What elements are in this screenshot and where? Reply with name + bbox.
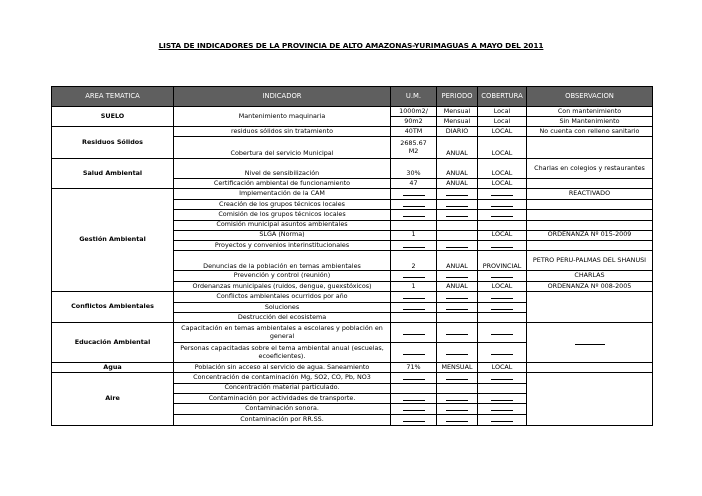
table-row: [52, 373, 653, 384]
dash-line: [575, 338, 605, 345]
dash-line: [491, 348, 513, 355]
dash-line: [446, 292, 468, 299]
area-conflictos: Conflictos Ambientales: [52, 291, 174, 322]
um-cell: 1: [391, 281, 437, 291]
cobertura-cell: Local: [478, 117, 527, 127]
cobertura-cell: LOCAL: [478, 281, 527, 291]
um-cell: [391, 220, 437, 230]
dash-line: [446, 415, 468, 422]
observacion-cell: Charlas en colegios y restaurantes: [527, 159, 653, 179]
periodo-cell: [437, 291, 478, 302]
indicator-cell: Mantenimiento maquinaria: [174, 107, 391, 127]
um-cell: [391, 137, 437, 159]
um-cell: [391, 302, 437, 313]
um-cell: 30%: [391, 159, 437, 179]
periodo-cell: [437, 220, 478, 230]
indicators-table: [51, 86, 653, 426]
periodo-cell: [437, 240, 478, 251]
um-cell: 1: [391, 230, 437, 240]
dash-line: [446, 303, 468, 310]
um-cell: 90m2: [391, 117, 437, 127]
area-aire: Aire: [52, 373, 174, 425]
cobertura-cell: [478, 210, 527, 221]
dash-line: [491, 271, 513, 278]
observacion-cell: [527, 220, 653, 230]
cobertura-cell: [478, 393, 527, 404]
dash-line: [491, 292, 513, 299]
periodo-cell: MENSUAL: [437, 363, 478, 373]
dash-line: [446, 271, 468, 278]
dash-line: [446, 241, 468, 248]
periodo-cell: Mensual: [437, 107, 478, 117]
table-row: [52, 127, 653, 137]
periodo-cell: [437, 373, 478, 384]
dash-line: [403, 373, 425, 380]
periodo-cell: [437, 230, 478, 240]
dash-line: [491, 394, 513, 401]
observacion-cell: [527, 137, 653, 159]
um-cell: [391, 240, 437, 251]
indicator-cell: Conflictos ambientales ocurridos por año: [174, 291, 391, 302]
um-cell: [391, 414, 437, 425]
dash-line: [446, 348, 468, 355]
periodo-cell: [437, 210, 478, 221]
cobertura-cell: Local: [478, 107, 527, 117]
observacion-cell: PETRO PERU-PALMAS DEL SHANUSI: [527, 251, 653, 271]
table-row: [52, 189, 653, 200]
periodo-cell: [437, 199, 478, 210]
cobertura-cell: [478, 323, 527, 343]
dash-line: [403, 348, 425, 355]
observacion-cell: [527, 210, 653, 221]
dash-line: [446, 373, 468, 380]
cobertura-cell: [478, 313, 527, 323]
indicator-cell: Contaminación sonora.: [174, 404, 391, 415]
periodo-cell: Mensual: [437, 117, 478, 127]
indicator-cell: Concentración de contaminación Mg, SO2, CO, Pb, NO3: [174, 373, 391, 384]
dash-line: [446, 394, 468, 401]
table-row: [52, 291, 653, 302]
periodo-cell: [437, 302, 478, 313]
observacion-cell: Sin Mantenimiento: [527, 117, 653, 127]
table-row: [52, 323, 653, 343]
cobertura-cell: LOCAL: [478, 127, 527, 137]
observacion-cell: ORDENANZA Nº 015-2009: [527, 230, 653, 240]
header-cobertura: COBERTURA: [478, 87, 527, 107]
dash-line: [403, 404, 425, 411]
area-salud: Salud Ambiental: [52, 159, 174, 189]
um-cell: [391, 271, 437, 282]
table-row: [52, 363, 653, 373]
observacion-cell: [527, 363, 653, 373]
observacion-cell: [527, 240, 653, 251]
dash-line: [403, 292, 425, 299]
um-cell: [391, 313, 437, 323]
observacion-cell: [527, 373, 653, 425]
observacion-cell: [527, 199, 653, 210]
cobertura-cell: [478, 404, 527, 415]
periodo-cell: [437, 383, 478, 393]
um-line: 2685.67: [400, 138, 427, 147]
header-area: AREA TEMATICA: [52, 87, 174, 107]
periodo-cell: ANUAL: [437, 137, 478, 159]
dash-line: [446, 328, 468, 335]
dash-line: [403, 241, 425, 248]
periodo-cell: [437, 343, 478, 363]
indicator-cell: Contaminación por RR.SS.: [174, 414, 391, 425]
um-cell: 2: [391, 251, 437, 271]
header-periodo: PERIODO: [437, 87, 478, 107]
um-cell: [391, 199, 437, 210]
indicator-cell: Soluciones: [174, 302, 391, 313]
dash-line: [403, 271, 425, 278]
cobertura-cell: [478, 414, 527, 425]
dash-line: [446, 404, 468, 411]
periodo-cell: ANUAL: [437, 159, 478, 179]
periodo-cell: [437, 414, 478, 425]
um-cell: [391, 323, 437, 343]
indicator-cell: Personas capacitadas sobre el tema ambiental anual (escuelas, ecoeficientes).: [174, 343, 391, 363]
cobertura-cell: LOCAL: [478, 230, 527, 240]
um-cell: 40TM: [391, 127, 437, 137]
periodo-cell: [437, 393, 478, 404]
dash-line: [491, 241, 513, 248]
periodo-cell: ANUAL: [437, 281, 478, 291]
header-um: U.M.: [391, 87, 437, 107]
cobertura-cell: [478, 240, 527, 251]
dash-line: [491, 415, 513, 422]
um-cell: 71%: [391, 363, 437, 373]
periodo-cell: [437, 313, 478, 323]
dash-line: [446, 189, 468, 196]
dash-line: [403, 210, 425, 217]
indicator-cell: Denuncias de la población en temas ambientales: [174, 251, 391, 271]
dash-line: [491, 200, 513, 207]
dash-line: [491, 404, 513, 411]
periodo-cell: [437, 323, 478, 343]
indicator-cell: Certificación ambiental de funcionamiento: [174, 179, 391, 189]
cobertura-cell: [478, 271, 527, 282]
area-gestion: Gestión Ambiental: [52, 189, 174, 292]
dash-line: [403, 200, 425, 207]
um-cell: 1000m2/: [391, 107, 437, 117]
periodo-cell: [437, 189, 478, 200]
observacion-cell: No cuenta con relleno sanitario: [527, 127, 653, 137]
cobertura-cell: [478, 189, 527, 200]
cobertura-cell: [478, 373, 527, 384]
periodo-cell: ANUAL: [437, 251, 478, 271]
indicator-cell: Comisión municipal asuntos ambientales: [174, 220, 391, 230]
indicator-cell: Creación de los grupos técnicos locales: [174, 199, 391, 210]
dash-line: [491, 328, 513, 335]
cobertura-cell: LOCAL: [478, 179, 527, 189]
indicator-cell: Población sin acceso al servicio de agua. Saneamiento: [174, 363, 391, 373]
table-row: [52, 107, 653, 117]
um-cell: [391, 189, 437, 200]
indicator-cell: SLGA (Norma): [174, 230, 391, 240]
indicator-cell: Prevención y control (reunión): [174, 271, 391, 282]
cobertura-cell: [478, 220, 527, 230]
observacion-cell: Con mantenimiento: [527, 107, 653, 117]
dash-line: [446, 210, 468, 217]
um-cell: [391, 373, 437, 384]
periodo-cell: [437, 404, 478, 415]
dash-line: [446, 200, 468, 207]
header-indicador: INDICADOR: [174, 87, 391, 107]
cobertura-cell: [478, 383, 527, 393]
indicator-cell: Nivel de sensibilización: [174, 159, 391, 179]
cobertura-cell: LOCAL: [478, 363, 527, 373]
area-educacion: Educación Ambiental: [52, 323, 174, 363]
dash-line: [403, 328, 425, 335]
cobertura-cell: [478, 291, 527, 302]
document-title: LISTA DE INDICADORES DE LA PROVINCIA DE ALTO AMAZONAS-YURIMAGUAS A MAYO DEL 2011: [158, 41, 544, 50]
area-agua: Agua: [52, 363, 174, 373]
indicator-cell: Implementación de la CAM: [174, 189, 391, 200]
dash-line: [491, 373, 513, 380]
periodo-cell: ANUAL: [437, 179, 478, 189]
indicator-cell: Concentración material particulado.: [174, 383, 391, 393]
observacion-cell: ORDENANZA Nº 008-2005: [527, 281, 653, 291]
cobertura-cell: LOCAL: [478, 159, 527, 179]
area-residuos: Residuos Sólidos: [52, 127, 174, 159]
indicator-cell: residuos sólidos sin tratamiento: [174, 127, 391, 137]
observacion-cell: [527, 291, 653, 322]
dash-line: [491, 303, 513, 310]
periodo-cell: [437, 271, 478, 282]
observacion-cell: [527, 179, 653, 189]
um-cell: [391, 404, 437, 415]
cobertura-cell: [478, 199, 527, 210]
indicator-cell: Capacitación en temas ambientales a escolares y población en general: [174, 323, 391, 343]
dash-line: [403, 189, 425, 196]
indicator-cell: Proyectos y convenios interinstitucionales: [174, 240, 391, 251]
table-header-row: [52, 87, 653, 107]
header-observacion: OBSERVACION: [527, 87, 653, 107]
dash-line: [403, 415, 425, 422]
area-suelo: SUELO: [52, 107, 174, 127]
um-cell: [391, 343, 437, 363]
observacion-cell: CHARLAS: [527, 271, 653, 282]
indicator-cell: Cobertura del servicio Municipal: [174, 137, 391, 159]
indicator-cell: Comisión de los grupos técnicos locales: [174, 210, 391, 221]
um-cell: [391, 383, 437, 393]
table-row: [52, 159, 653, 179]
um-line: M2: [408, 146, 419, 155]
indicator-cell: Ordenanzas municipales (ruidos, dengue, guexstóxicos): [174, 281, 391, 291]
um-cell: [391, 291, 437, 302]
periodo-cell: DIARIO: [437, 127, 478, 137]
dash-line: [491, 189, 513, 196]
cobertura-cell: [478, 343, 527, 363]
dash-line: [403, 303, 425, 310]
observacion-cell: [527, 323, 653, 363]
cobertura-cell: PROVINCIAL: [478, 251, 527, 271]
dash-line: [491, 210, 513, 217]
cobertura-cell: [478, 302, 527, 313]
um-cell: [391, 393, 437, 404]
um-cell: [391, 210, 437, 221]
observacion-cell: REACTIVADO: [527, 189, 653, 200]
indicator-cell: Destrucción del ecosistema: [174, 313, 391, 323]
cobertura-cell: LOCAL: [478, 137, 527, 159]
indicator-cell: Contaminación por actividades de transporte.: [174, 393, 391, 404]
um-cell: 47: [391, 179, 437, 189]
dash-line: [403, 394, 425, 401]
